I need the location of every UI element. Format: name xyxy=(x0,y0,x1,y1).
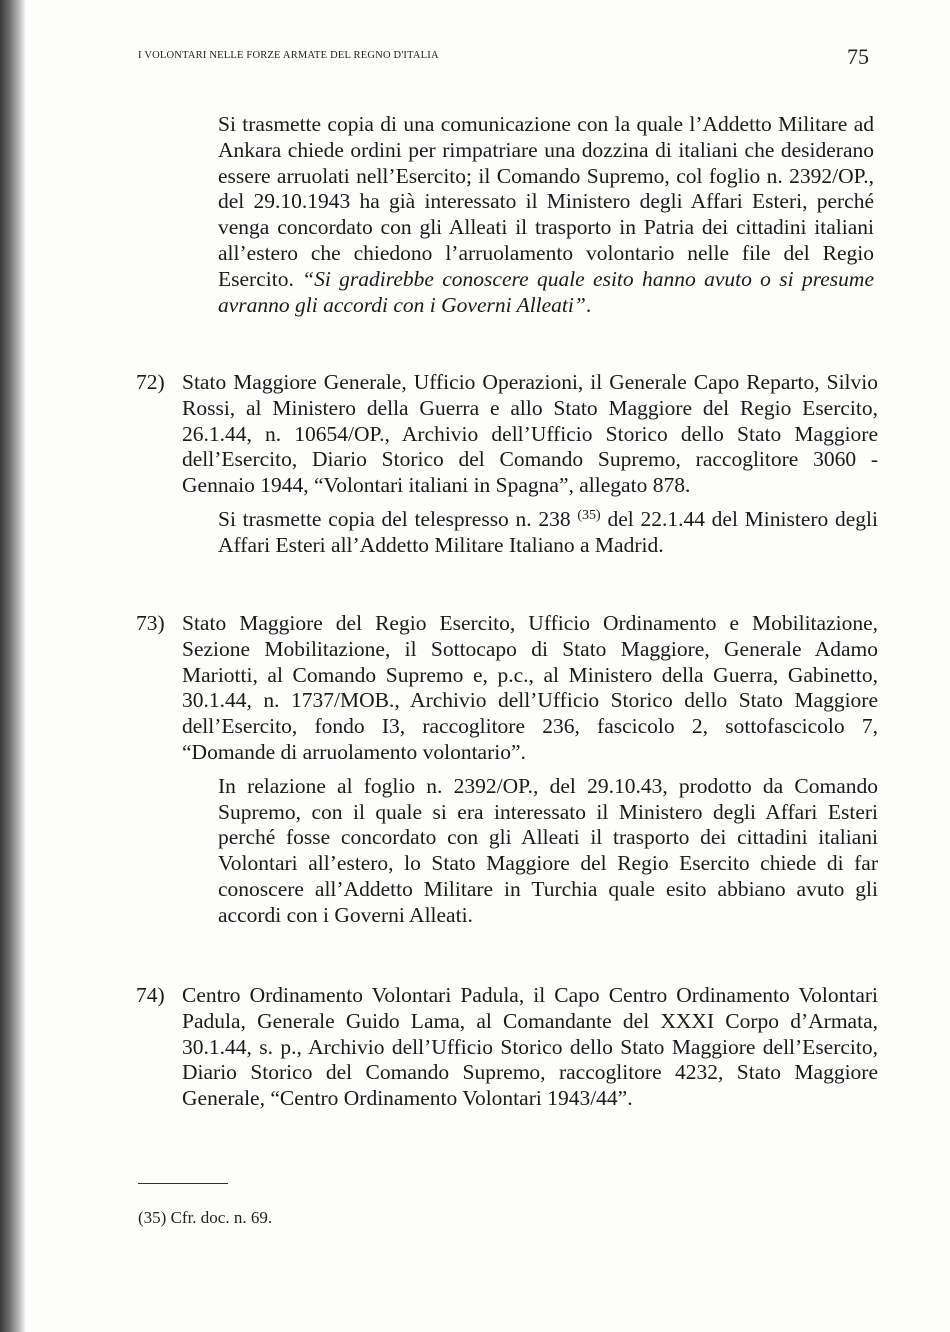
footnote: (35) Cfr. doc. n. 69. xyxy=(138,1208,273,1227)
entry-citation: Stato Maggiore Generale, Ufficio Operazioni, il Generale Capo Reparto, Silvio Rossi, al Ministero della Guerra e allo Stato Maggiore del Regio Esercito, 26.1.44, n. 10654/OP., Archivio dell’Ufficio Storico dello Stato Maggiore dell’Esercito, Diario Storico del Comando Supremo, raccoglitore 3060 - Gennaio 1944, “Volontari italiani in Spagna”, allegato 878. xyxy=(182,370,878,498)
footnote-reference: (35) xyxy=(577,507,601,523)
entry-number: 73) xyxy=(136,611,165,635)
entry-note: In relazione al foglio n. 2392/OP., del 29.10.43, prodotto da Comando Supremo, con il quale si era interessato il Ministero degli Affari Esteri perché fosse concordato con gli Alleati il trasporto dei cittadini italiani Volontari all’estero, lo Stato Maggiore del Regio Esercito chiede di far conoscere all’Addetto Militare in Turchia quale esito abbiano avuto gli accordi con i Governi Alleati. xyxy=(218,773,878,927)
intro-end: . xyxy=(585,292,592,317)
intro-italic-quote: “Si gradirebbe conoscere quale esito hanno avuto o si presume avranno gli accordi con i Governi Alleati” xyxy=(218,266,874,317)
entry-74 xyxy=(136,983,878,1112)
entry-note-text-end: del 22.1.44 del Ministero degli Affari Esteri all’Addetto Militare Italiano a Madrid. xyxy=(218,506,878,557)
entry-note xyxy=(218,507,878,559)
page-number: 75 xyxy=(847,44,869,69)
running-head: I VOLONTARI NELLE FORZE ARMATE DEL REGNO D'ITALIA xyxy=(138,50,439,61)
entry-number: 74) xyxy=(136,983,165,1007)
entry-citation: Stato Maggiore del Regio Esercito, Ufficio Ordinamento e Mobilitazione, Sezione Mobilitazione, il Sottocapo di Stato Maggiore, Generale Adamo Mariotti, al Comando Supremo e, p.c., al Ministero della Guerra, Gabinetto, 30.1.44, n. 1737/MOB., Archivio dell’Ufficio Storico dello Stato Maggiore dell’Esercito, fondo I3, raccoglitore 236, fascicolo 2, sottofascicolo 7, “Domande di arruolamento volontario”. xyxy=(182,611,878,764)
intro-text: Si trasmette copia di una comunicazione con la quale l’Addetto Militare ad Ankara chiede ordini per rimpatriare una dozzina di italiani che desiderano essere arruolati nell’Esercito; il Comando Supremo, col foglio n. 2392/OP., del 29.10.1943 ha già interessato il Ministero degli Affari Esteri, perché venga concordato con gli Alleati il trasporto in Patria dei cittadini italiani all’estero che chiedono l’arruolamento volontario nelle file del Regio Esercito. xyxy=(218,112,874,291)
entry-number: 72) xyxy=(136,370,165,394)
footnote-rule xyxy=(138,1183,228,1184)
entry-73 xyxy=(136,611,878,929)
entry-citation: Centro Ordinamento Volontari Padula, il Capo Centro Ordinamento Volontari Padula, Generale Guido Lama, al Comandante del XXXI Corpo d’Armata, 30.1.44, s. p., Archivio dell’Ufficio Storico dello Stato Maggiore dell’Esercito, Diario Storico del Comando Supremo, raccoglitore 4232, Stato Maggiore Generale, “Centro Ordinamento Volontari 1943/44”. xyxy=(182,983,878,1111)
entry-note-text: Si trasmette copia del telespresso n. 238 xyxy=(218,506,578,531)
intro-paragraph xyxy=(218,112,874,318)
spine-shadow xyxy=(0,0,26,1332)
entry-72 xyxy=(136,370,878,559)
